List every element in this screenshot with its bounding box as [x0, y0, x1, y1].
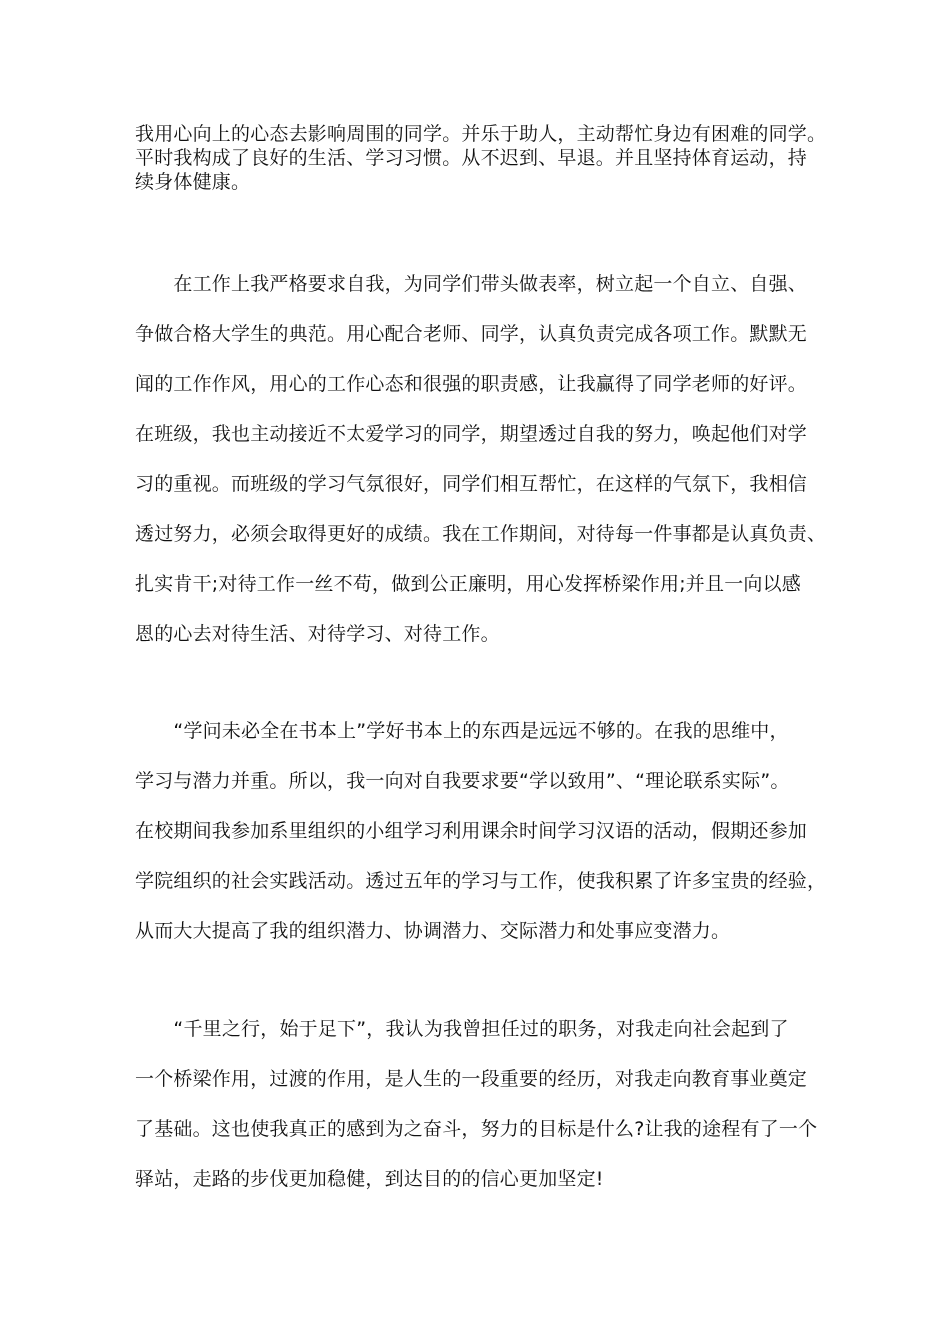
paragraph-line: 透过努力，必须会取得更好的成绩。我在工作期间，对待每一件事都是认真负责、: [135, 523, 827, 545]
paragraph-line: 驿站，走路的步伐更加稳健，到达目的的信心更加坚定!: [135, 1168, 604, 1190]
paragraph-line: 从而大大提高了我的组织潜力、协调潜力、交际潜力和处事应变潜力。: [135, 920, 731, 942]
paragraph-line: 学习与潜力并重。所以，我一向对自我要求要“学以致用”、“理论联系实际”。: [135, 770, 790, 792]
paragraph-line: 了基础。这也使我真正的感到为之奋斗，努力的目标是什么?让我的途程有了一个: [135, 1118, 818, 1140]
paragraph-line: 学院组织的社会实践活动。透过五年的学习与工作，使我积累了许多宝贵的经验，: [135, 870, 827, 892]
paragraph-line: 平时我构成了良好的生活、学习习惯。从不迟到、早退。并且坚持体育运动，持: [135, 147, 808, 169]
paragraph-line: 一个桥梁作用，过渡的作用，是人生的一段重要的经历，对我走向教育事业奠定: [135, 1068, 808, 1090]
paragraph-line: 我用心向上的心态去影响周围的同学。并乐于助人，主动帮忙身边有困难的同学。: [135, 123, 827, 145]
paragraph-2: [135, 259, 835, 659]
paragraph-line: 在校期间我参加系里组织的小组学习利用课余时间学习汉语的活动，假期还参加: [135, 820, 808, 842]
paragraph-line: 扎实肯干;对待工作一丝不苟，做到公正廉明，用心发挥桥梁作用;并且一向以感: [135, 573, 802, 595]
paragraph-1: [135, 122, 835, 194]
paragraph-line: 恩的心去对待生活、对待学习、对待工作。: [135, 623, 500, 645]
paragraph-3: [135, 706, 835, 956]
paragraph-line: 续身体健康。: [135, 171, 251, 193]
paragraph-line: “千里之行，始于足下”，我认为我曾担任过的职务，对我走向社会起到了: [135, 1018, 789, 1040]
paragraph-line: 习的重视。而班级的学习气氛很好，同学们相互帮忙，在这样的气氛下，我相信: [135, 473, 808, 495]
paragraph-line: “学问未必全在书本上”学好书本上的东西是远远不够的。在我的思维中，: [135, 720, 789, 742]
paragraph-line: 在工作上我严格要求自我，为同学们带头做表率，树立起一个自立、自强、: [135, 273, 808, 295]
paragraph-4: [135, 1004, 835, 1204]
paragraph-line: 争做合格大学生的典范。用心配合老师、同学，认真负责完成各项工作。默默无: [135, 323, 808, 345]
paragraph-line: 闻的工作作风，用心的工作心态和很强的职责感，让我赢得了同学老师的好评。: [135, 373, 808, 395]
paragraph-line: 在班级，我也主动接近不太爱学习的同学，期望透过自我的努力，唤起他们对学: [135, 423, 808, 445]
